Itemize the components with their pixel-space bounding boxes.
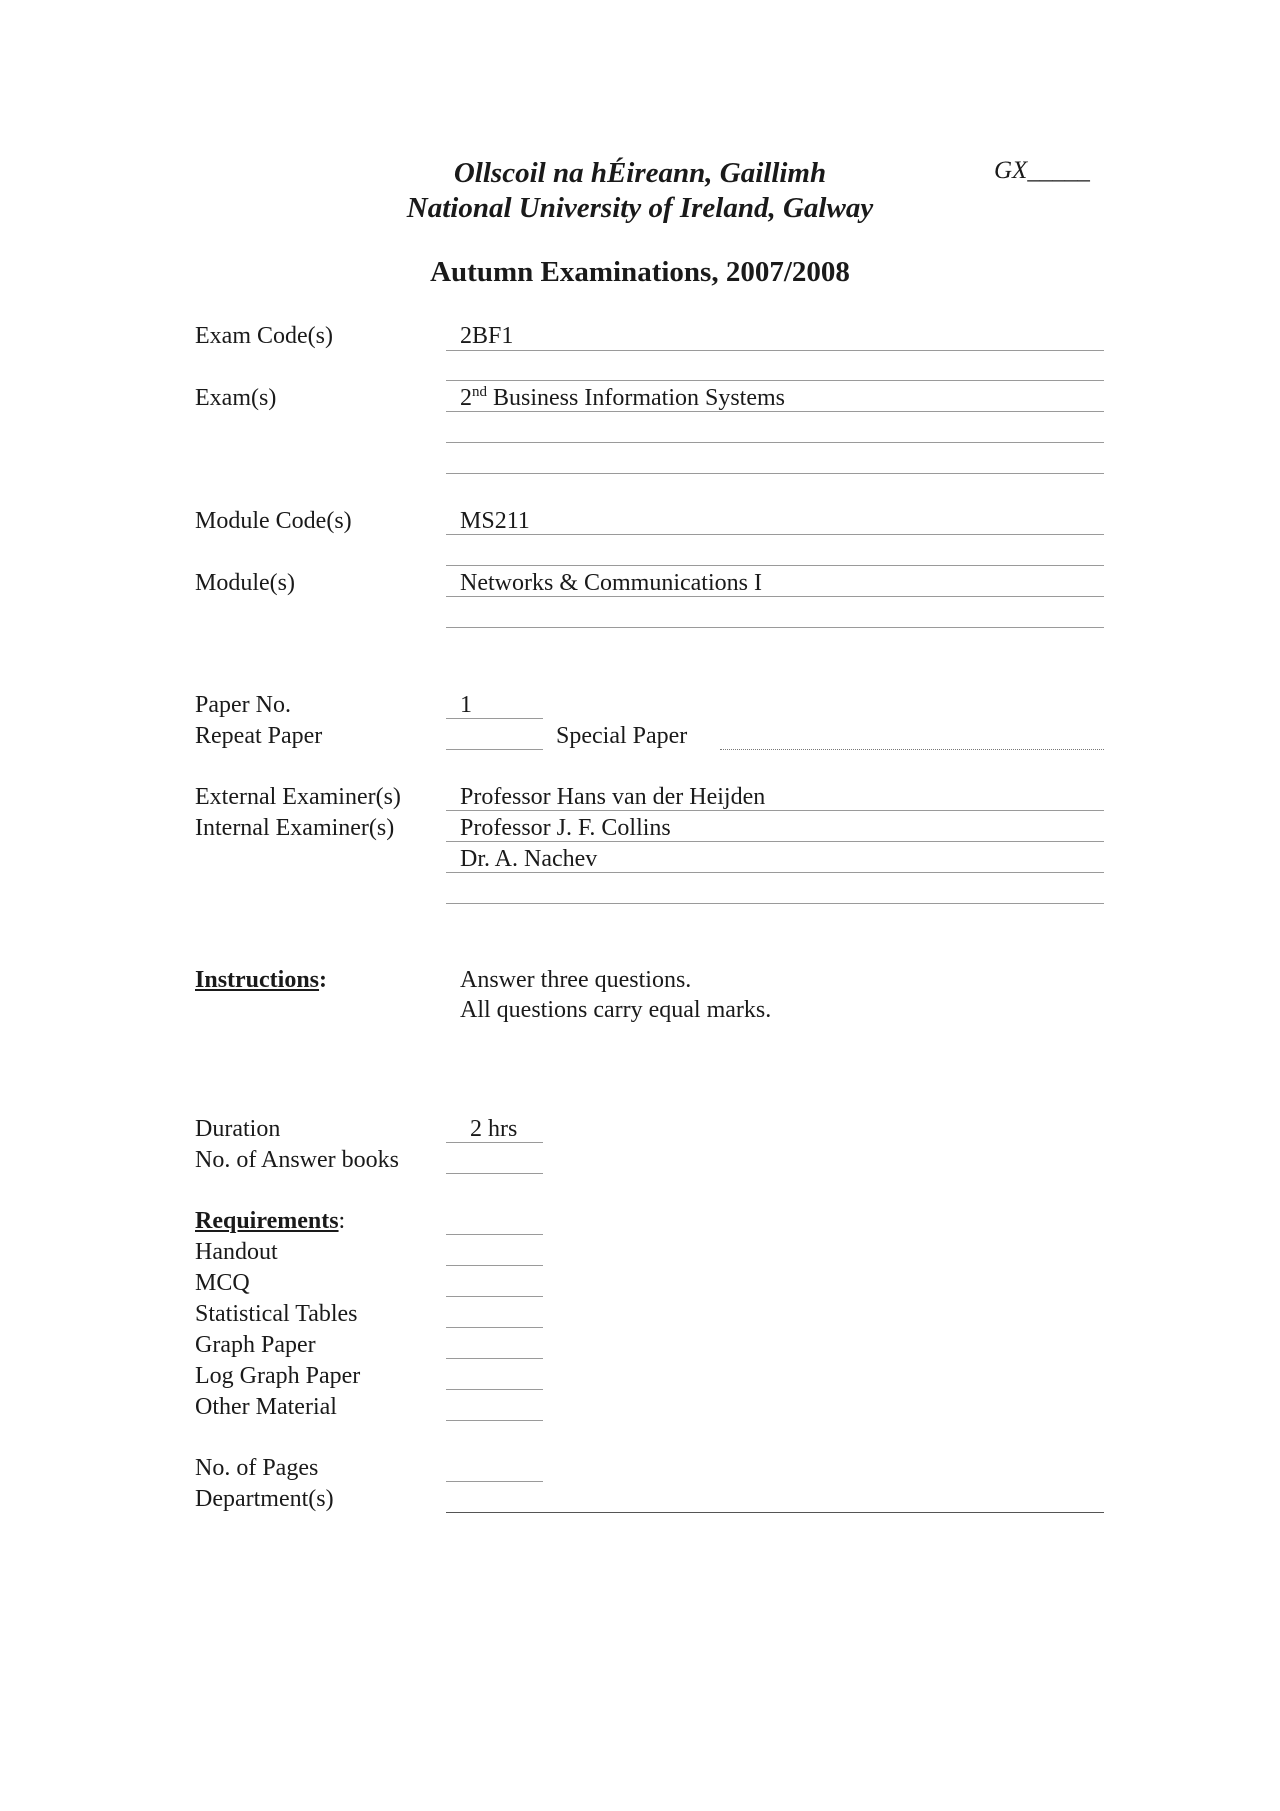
module-codes-line [446,534,1104,535]
log-graph-paper-line [446,1389,543,1390]
handout-line [446,1265,543,1266]
exams-line-3 [446,473,1104,474]
instructions-label: Instructions: [195,967,328,993]
university-english-name: National University of Ireland, Galway [406,192,874,224]
internal-examiner-line-3 [446,903,1104,904]
answer-books-line [446,1173,543,1174]
statistical-tables-label: Statistical Tables [195,1301,358,1327]
external-examiner-line [446,810,1104,811]
departments-label: Department(s) [195,1486,334,1512]
mcq-label: MCQ [195,1270,250,1296]
external-examiners-label: External Examiner(s) [195,784,401,810]
exams-value: 2nd Business Information Systems [460,384,785,411]
modules-line-2 [446,627,1104,628]
requirements-line [446,1234,543,1235]
other-material-line [446,1420,543,1421]
special-paper-line [720,749,1104,750]
modules-label: Module(s) [195,570,295,596]
module-codes-value: MS211 [460,508,530,534]
modules-value: Networks & Communications I [460,570,762,596]
requirements-label: Requirements: [195,1208,346,1234]
module-codes-line-2 [446,565,1104,566]
repeat-paper-label: Repeat Paper [195,723,323,749]
exams-line-2 [446,442,1104,443]
university-irish-name: Ollscoil na hÉireann, Gaillimh [453,157,827,189]
internal-examiners-label: Internal Examiner(s) [195,815,395,841]
exam-codes-line [446,350,1104,351]
instruction-1: Answer three questions. [460,967,692,993]
exam-codes-line-2 [446,380,1104,381]
paper-no-label: Paper No. [195,692,291,718]
module-codes-label: Module Code(s) [195,508,352,534]
modules-line [446,596,1104,597]
special-paper-label: Special Paper [556,723,688,749]
answer-books-label: No. of Answer books [195,1147,399,1173]
exams-label: Exam(s) [195,385,277,411]
instruction-2: All questions carry equal marks. [460,997,772,1023]
paper-no-line [446,718,543,719]
other-material-label: Other Material [195,1394,337,1420]
mcq-line [446,1296,543,1297]
exam-session-title: Autumn Examinations, 2007/2008 [430,256,850,288]
internal-examiner-line-1 [446,841,1104,842]
external-examiner-1: Professor Hans van der Heijden [460,784,766,810]
internal-examiner-line-2 [446,872,1104,873]
exams-line [446,411,1104,412]
gx-code-field: GX_____ [994,157,1090,184]
exam-codes-value: 2BF1 [460,323,514,349]
no-of-pages-line [446,1481,543,1482]
paper-no-value: 1 [460,692,472,718]
exam-codes-label: Exam Code(s) [195,323,333,349]
repeat-paper-line [446,749,543,750]
graph-paper-line [446,1358,543,1359]
duration-value: 2 hrs [470,1116,518,1142]
log-graph-paper-label: Log Graph Paper [195,1363,361,1389]
no-of-pages-label: No. of Pages [195,1455,319,1481]
duration-line [446,1142,543,1143]
internal-examiner-1: Professor J. F. Collins [460,815,671,841]
graph-paper-label: Graph Paper [195,1332,316,1358]
duration-label: Duration [195,1116,281,1142]
statistical-tables-line [446,1327,543,1328]
departments-line [446,1512,1104,1513]
handout-label: Handout [195,1239,278,1265]
internal-examiner-2: Dr. A. Nachev [460,846,598,872]
